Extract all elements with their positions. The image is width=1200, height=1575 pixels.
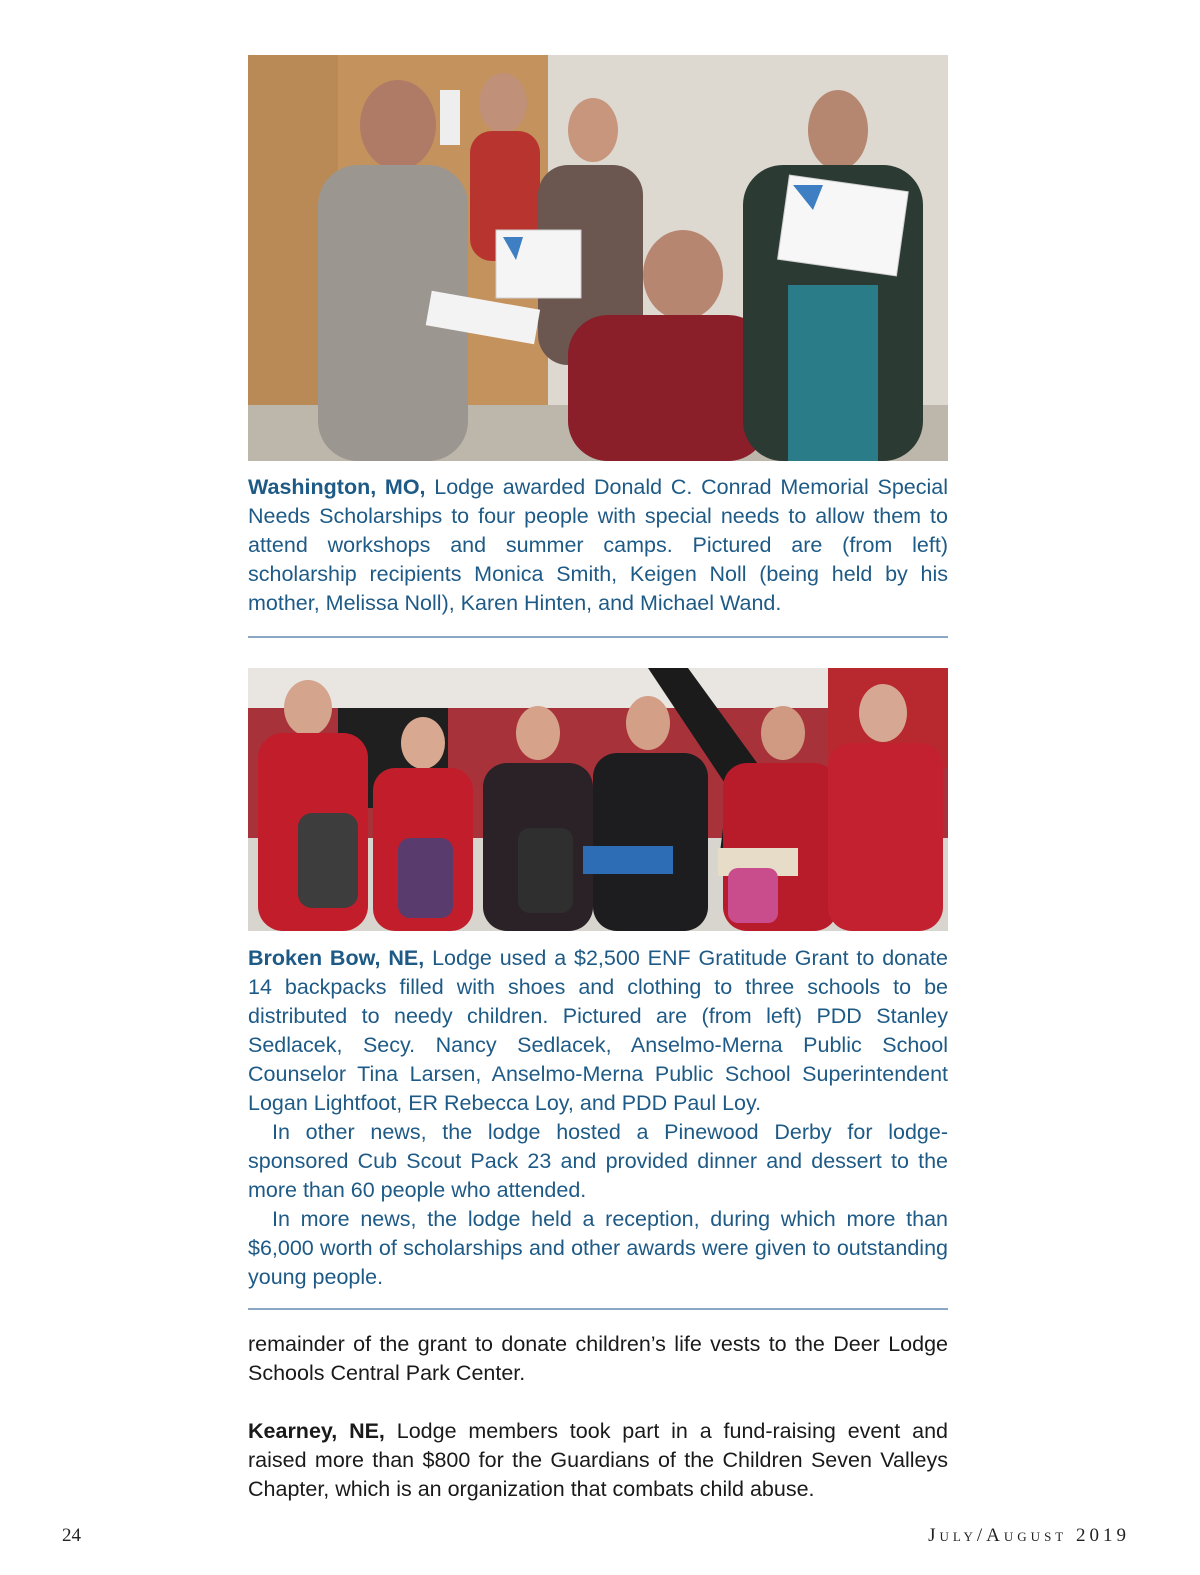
- article-location: Kearney, NE,: [248, 1419, 385, 1443]
- kearney-article: [248, 1417, 948, 1504]
- article-paragraph: Lodge members took part in a fund-raising event and raised more than $800 for the Guardians of the Children Seven Valleys Chapter, which is an organization that combats child abuse.: [248, 1419, 948, 1501]
- backpack-caption: [248, 944, 948, 1292]
- caption-text: Lodge used a $2,500 ENF Gratitude Grant to donate 14 backpacks filled with shoes and clothing to three schools to be distributed to needy children. Pictured are (from left) PDD Stanley Sedlacek, Secy. Nancy Sedlacek, Anselmo-Merna Public School Counselor Tina Larsen, Anselmo-Merna Public School Superintendent Logan Lightfoot, ER Rebecca Loy, and PDD Paul Loy.: [248, 946, 948, 1115]
- group-photo-scholarship-recipients-icon: [248, 55, 948, 461]
- caption-paragraph: In more news, the lodge held a reception, during which more than $6,000 worth of scholarships and other awards were given to outstanding young people.: [248, 1207, 948, 1289]
- article-paragraph: remainder of the grant to donate children’s life vests to the Deer Lodge Schools Central Park Center.: [248, 1332, 948, 1385]
- group-photo-backpack-donation-icon: [248, 668, 948, 931]
- page-number: 24: [62, 1525, 81, 1546]
- scholarship-photo: [248, 55, 948, 461]
- section-divider: [248, 1308, 948, 1310]
- article-continuation: [248, 1330, 948, 1388]
- caption-paragraph: In other news, the lodge hosted a Pinewood Derby for lodge-sponsored Cub Scout Pack 23 and provided dinner and dessert to the more than 60 people who attended.: [248, 1120, 948, 1202]
- scholarship-caption: [248, 473, 948, 618]
- section-divider: [248, 636, 948, 638]
- backpack-donation-photo: [248, 668, 948, 931]
- caption-text: Lodge awarded Donald C. Conrad Memorial Special Needs Scholarships to four people with special needs to allow them to attend workshops and summer camps. Pictured are (from left) scholarship recipients Monica Smith, Keigen Noll (being held by his mother, Melissa Noll), Karen Hinten, and Michael Wand.: [248, 475, 949, 615]
- caption-location: Washington, MO,: [248, 475, 426, 499]
- caption-location: Broken Bow, NE,: [248, 946, 425, 970]
- issue-date: July/August 2019: [928, 1525, 1130, 1546]
